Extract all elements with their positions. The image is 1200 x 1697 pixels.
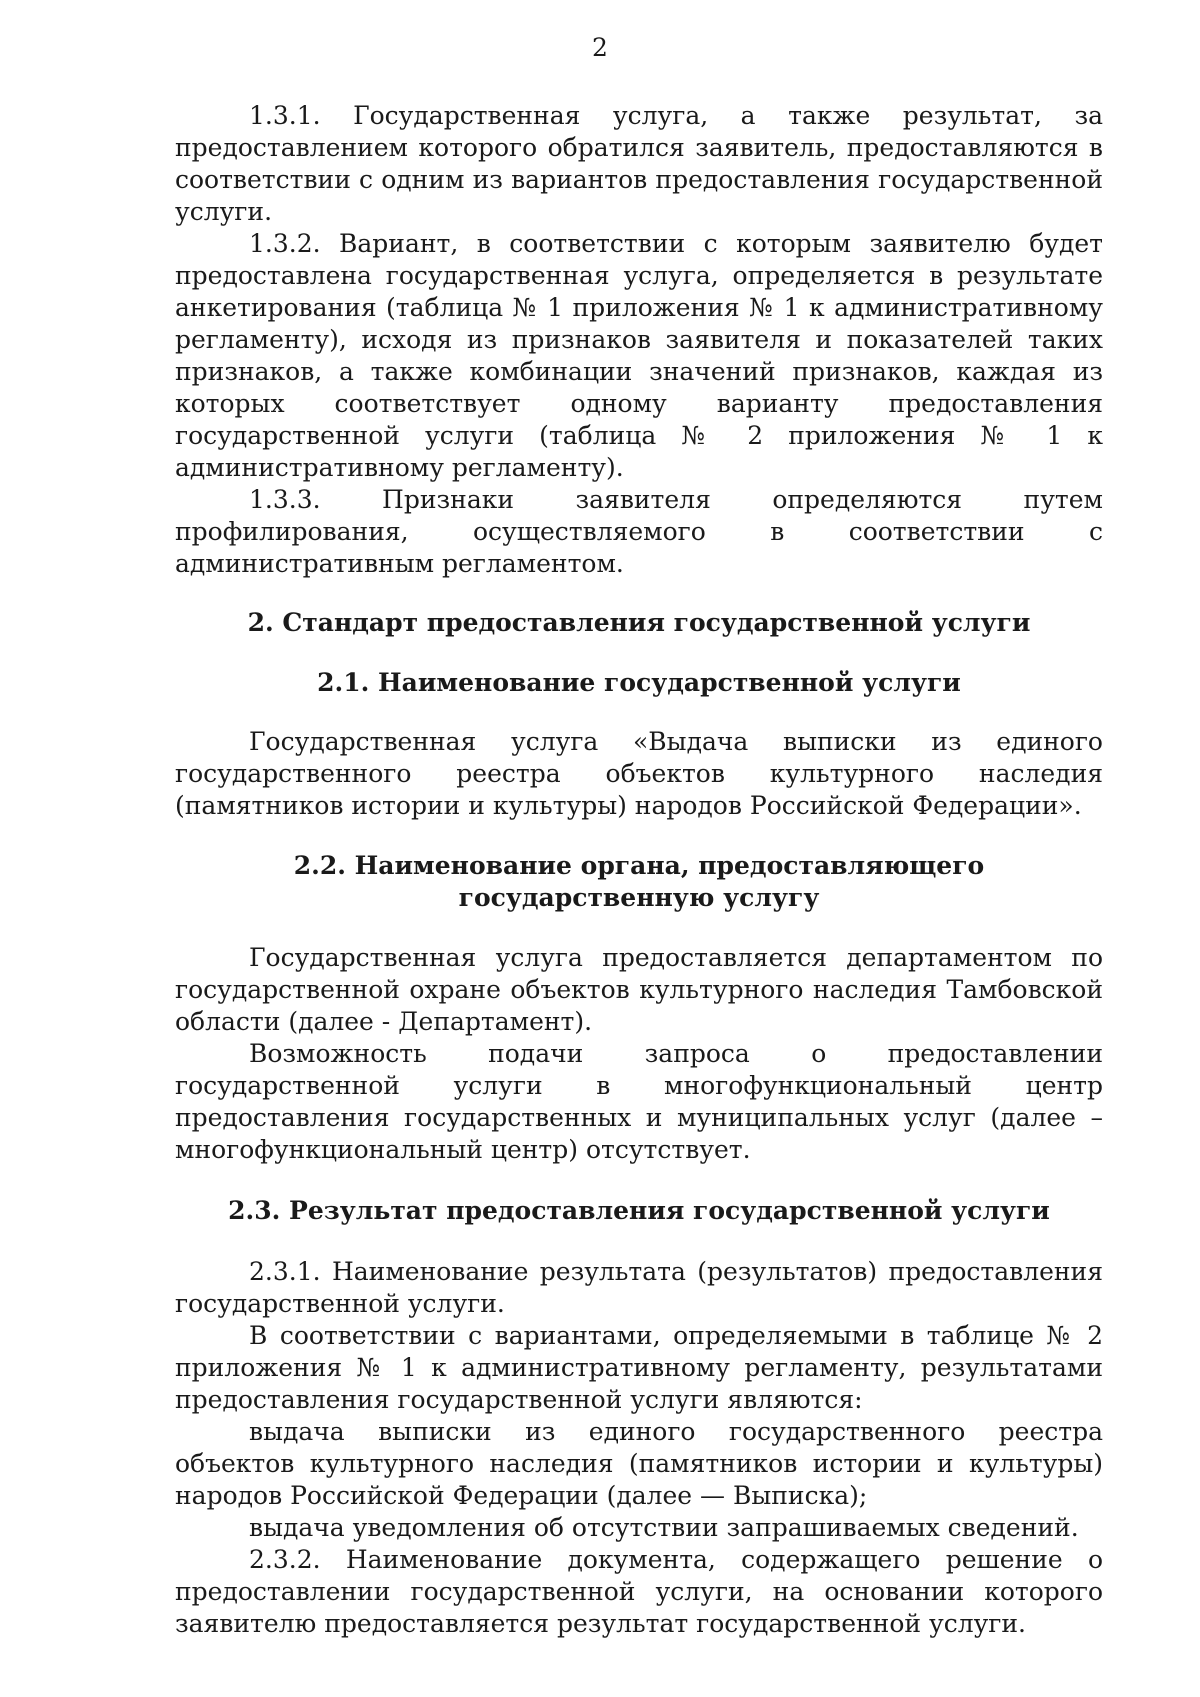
paragraph-2-2-a: Государственная услуга предоставляется департаментом по государственной охране объектов культурного наследия Тамбовской области (далее - Департамент). xyxy=(175,943,1103,1036)
paragraph-1-3-2: 1.3.2. Вариант, в соответствии с которым заявителю будет предоставлена государственная услуга, определяется в результате анкетирования (таблица № 1 приложения № 1 к административному регламенту), исходя из признаков заявителя и показателей таких признаков, а также комбинации значений признаков, каждая из которых соответствует одному варианту предоставления государственной услуги (таблица № 2 приложения № 1 к административному регламенту). xyxy=(175,229,1103,482)
paragraph-2-3-1-c: выдача выписки из единого государственного реестра объектов культурного наследия (памятников истории и культуры) народов Российской Федерации (далее — Выписка); xyxy=(175,1417,1103,1510)
document-body xyxy=(175,100,1103,1640)
paragraph-1-3-3: 1.3.3. Признаки заявителя определяются путем профилирования, осуществляемого в соответствии с административным регламентом. xyxy=(175,485,1103,578)
heading-section-2: 2. Стандарт предоставления государственной услуги xyxy=(247,608,1031,637)
paragraph-2-3-1-d: выдача уведомления об отсутствии запрашиваемых сведений. xyxy=(249,1513,1079,1542)
heading-2-1: 2.1. Наименование государственной услуги xyxy=(317,668,961,697)
paragraph-2-2-b: Возможность подачи запроса о предоставлении государственной услуги в многофункциональный центр предоставления государственных и муниципальных услуг (далее – многофункциональный центр) отсутствует. xyxy=(175,1039,1103,1164)
paragraph-2-3-1: 2.3.1. Наименование результата (результатов) предоставления государственной услуги. xyxy=(175,1257,1103,1318)
page-number: 2 xyxy=(592,33,608,62)
heading-2-3: 2.3. Результат предоставления государственной услуги xyxy=(228,1196,1050,1225)
paragraph-2-1: Государственная услуга «Выдача выписки из единого государственного реестра объектов культурного наследия (памятников истории и культуры) народов Российской Федерации». xyxy=(175,727,1103,820)
paragraph-1-3-1: 1.3.1. Государственная услуга, а также результат, за предоставлением которого обратился заявитель, предоставляются в соответствии с одним из вариантов предоставления государственной услуги. xyxy=(175,101,1103,226)
heading-2-2: 2.2. Наименование органа, предоставляющего государственную услугу xyxy=(293,851,985,912)
paragraph-2-3-1-b: В соответствии с вариантами, определяемыми в таблице № 2 приложения № 1 к административному регламенту, результатами предоставления государственной услуги являются: xyxy=(175,1321,1103,1414)
paragraph-2-3-2: 2.3.2. Наименование документа, содержащего решение о предоставлении государственной услуги, на основании которого заявителю предоставляется результат государственной услуги. xyxy=(175,1545,1103,1638)
